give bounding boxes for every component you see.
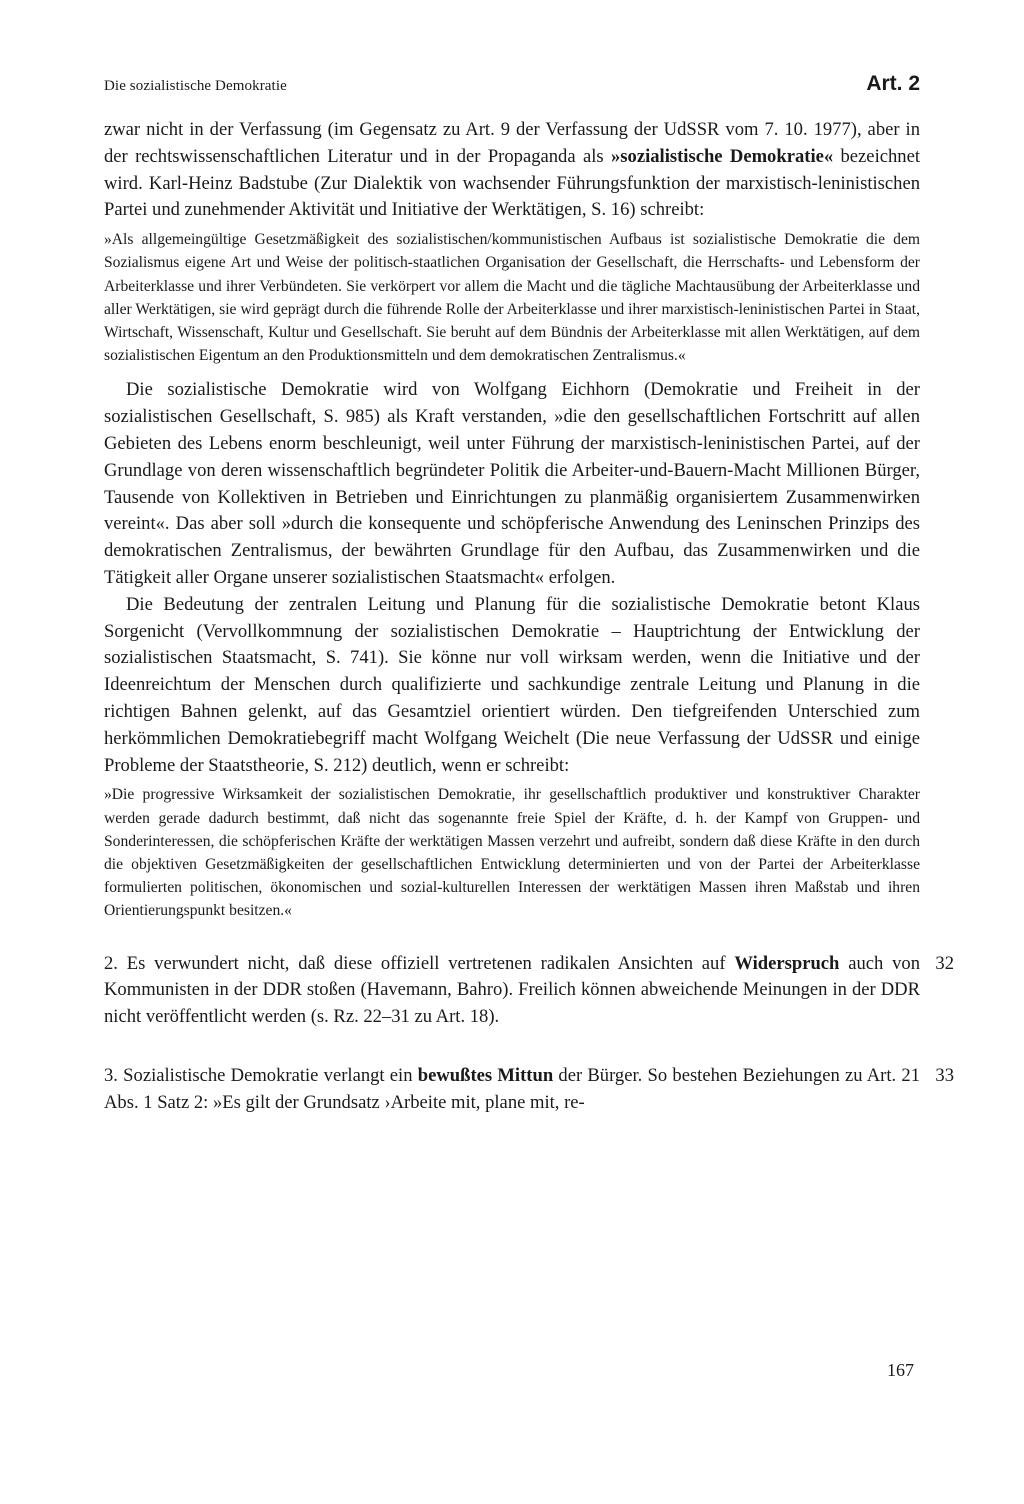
page-number: 167 — [887, 1360, 914, 1380]
paragraph-numbered-2 — [104, 951, 954, 1031]
paragraph-numbered-3 — [104, 1063, 954, 1117]
bold-term: bewußtes Mittun — [417, 1064, 554, 1086]
paragraph-eichhorn: Die sozialistische Demokratie wird von Wolfgang Eichhorn (Demokratie und Freiheit in der sozialistischen Gesellschaft, S. 985) als Kraft verstanden, »die den gesellschaftlichen Fortschritt auf allen Gebieten des Lebens enorm beschleunigt, weil unter Führung der marxistisch-leninistischen Partei, auf der Grundlage von deren wissenschaftlich begründeter Politik die Arbeiter-und-Bauern-Macht Millionen Bürger, Tausende von Kollektiven in Betrieben und Einrichtungen zu planmäßig organisiertem Zusammenwirken vereint«. Das aber soll »durch die konsequente und schöpferische Anwendung des Leninschen Prinzips des demokratischen Zentralismus, der bewährten Grundlage für den Aufbau, das Zusammenwirken und die Tätigkeit aller Organe unserer sozialistischen Staatsmacht« erfolgen. — [104, 379, 920, 588]
block-quote-weichelt: »Die progressive Wirksamkeit der sozialistischen Demokratie, ihr gesellschaftlich produktiver und konstruktiver Charakter werden gerade dadurch bestimmt, daß nicht das sogenannte freie Spiel der Kräfte, d. h. der Kampf von Gruppen- und Sonderinteressen, die schöpferischen Kräfte der werktätigen Massen verzehrt und aufreibt, sondern daß diese Kräfte in den durch die objektiven Gesetzmäßigkeiten der gesellschaftlichen Entwicklung determinierten und von der Partei der Arbeiterklasse formulierten politischen, ökonomischen und sozial-kulturellen Interessen der werktätigen Massen ihren Maßstab und ihren Orientierungspunkt besitzen.« — [104, 786, 920, 920]
paragraph-text: auch von Kommunisten in der DDR stoßen (Havemann, Bahro). Freilich können abweichende Meinungen in der DDR nicht veröffentlicht werden (s. Rz. 22–31 zu Art. 18). — [104, 952, 920, 1028]
paragraph-continuation — [104, 117, 920, 224]
page-header — [104, 72, 920, 100]
paragraph-sorgenicht: Die Bedeutung der zentralen Leitung und Planung für die sozialistische Demokratie betont Klaus Sorgenicht (Vervollkommnung der sozialistischen Demokratie – Hauptrichtung der Entwicklung der sozialistischen Staatsmacht, S. 741). Sie könne nur voll wirksam werden, wenn die Initiative und der Ideenreichtum der Menschen durch qualifizierte und sachkundige zentrale Leitung und Planung in die richtigen Bahnen gelenkt, auf das Gesamtziel orientiert würden. Den tiefgreifenden Unterschied zum herkömmlichen Demokratiebegriff macht Wolfgang Weichelt (Die neue Verfassung der UdSSR und einige Probleme der Staatstheorie, S. 212) deutlich, wenn er schreibt: — [104, 593, 920, 776]
margin-number: 32 — [935, 952, 954, 974]
bold-term: Widerspruch — [734, 952, 840, 974]
block-quote-badstube: »Als allgemeingültige Gesetzmäßigkeit des sozialistischen/kommunistischen Aufbaus ist sozialistische Demokratie die dem Sozialismus eigene Art und Weise der politisch-staatlichen Organisation der Gesellschaft, die Herrschafts- und Lebensform der Arbeiterklasse und ihrer Verbündeten. Sie verkörpert vor allem die Macht und die tägliche Machtausübung der Arbeiterklasse und aller Werktätigen, sie wird geprägt durch die führende Rolle der Arbeiterklasse und ihrer marxistisch-leninistischen Partei in Staat, Wirtschaft, Wissenschaft, Kultur und Gesellschaft. Sie beruht auf dem Bündnis der Arbeiterklasse mit allen Werktätigen, auf dem sozialistischen Eigentum an den Produktionsmitteln und dem demokratischen Zentralismus.« — [104, 231, 920, 365]
paragraph-text: bezeichnet wird. Karl-Heinz Badstube (Zur Dialektik von wachsender Führungsfunktion der marxistisch-leninistischen Partei und zunehmender Aktivität und Initiative der Werktätigen, S. 16) schreibt: — [104, 145, 920, 221]
article-label: Art. 2 — [866, 72, 920, 95]
body-text — [104, 117, 954, 1117]
paragraph-text: 3. Sozialistische Demokratie verlangt ein — [104, 1064, 418, 1086]
bold-term: »sozialistische Demokratie« — [610, 145, 834, 167]
paragraph-text: der Bürger. So bestehen Beziehungen zu Art. 21 Abs. 1 Satz 2: »Es gilt der Grundsatz ›Arbeite mit, plane mit, re- — [104, 1064, 920, 1113]
paragraph-text: zwar nicht in der Verfassung (im Gegensatz zu Art. 9 der Verfassung der UdSSR vom 7. 10. 1977), aber in der rechtswissenschaftlichen Literatur und in der Propaganda als — [104, 119, 920, 167]
margin-number: 33 — [935, 1064, 954, 1086]
paragraph-text: 2. Es verwundert nicht, daß diese offiziell vertretenen radikalen Ansichten auf — [104, 952, 735, 974]
running-head: Die sozialistische Demokratie — [104, 78, 287, 94]
